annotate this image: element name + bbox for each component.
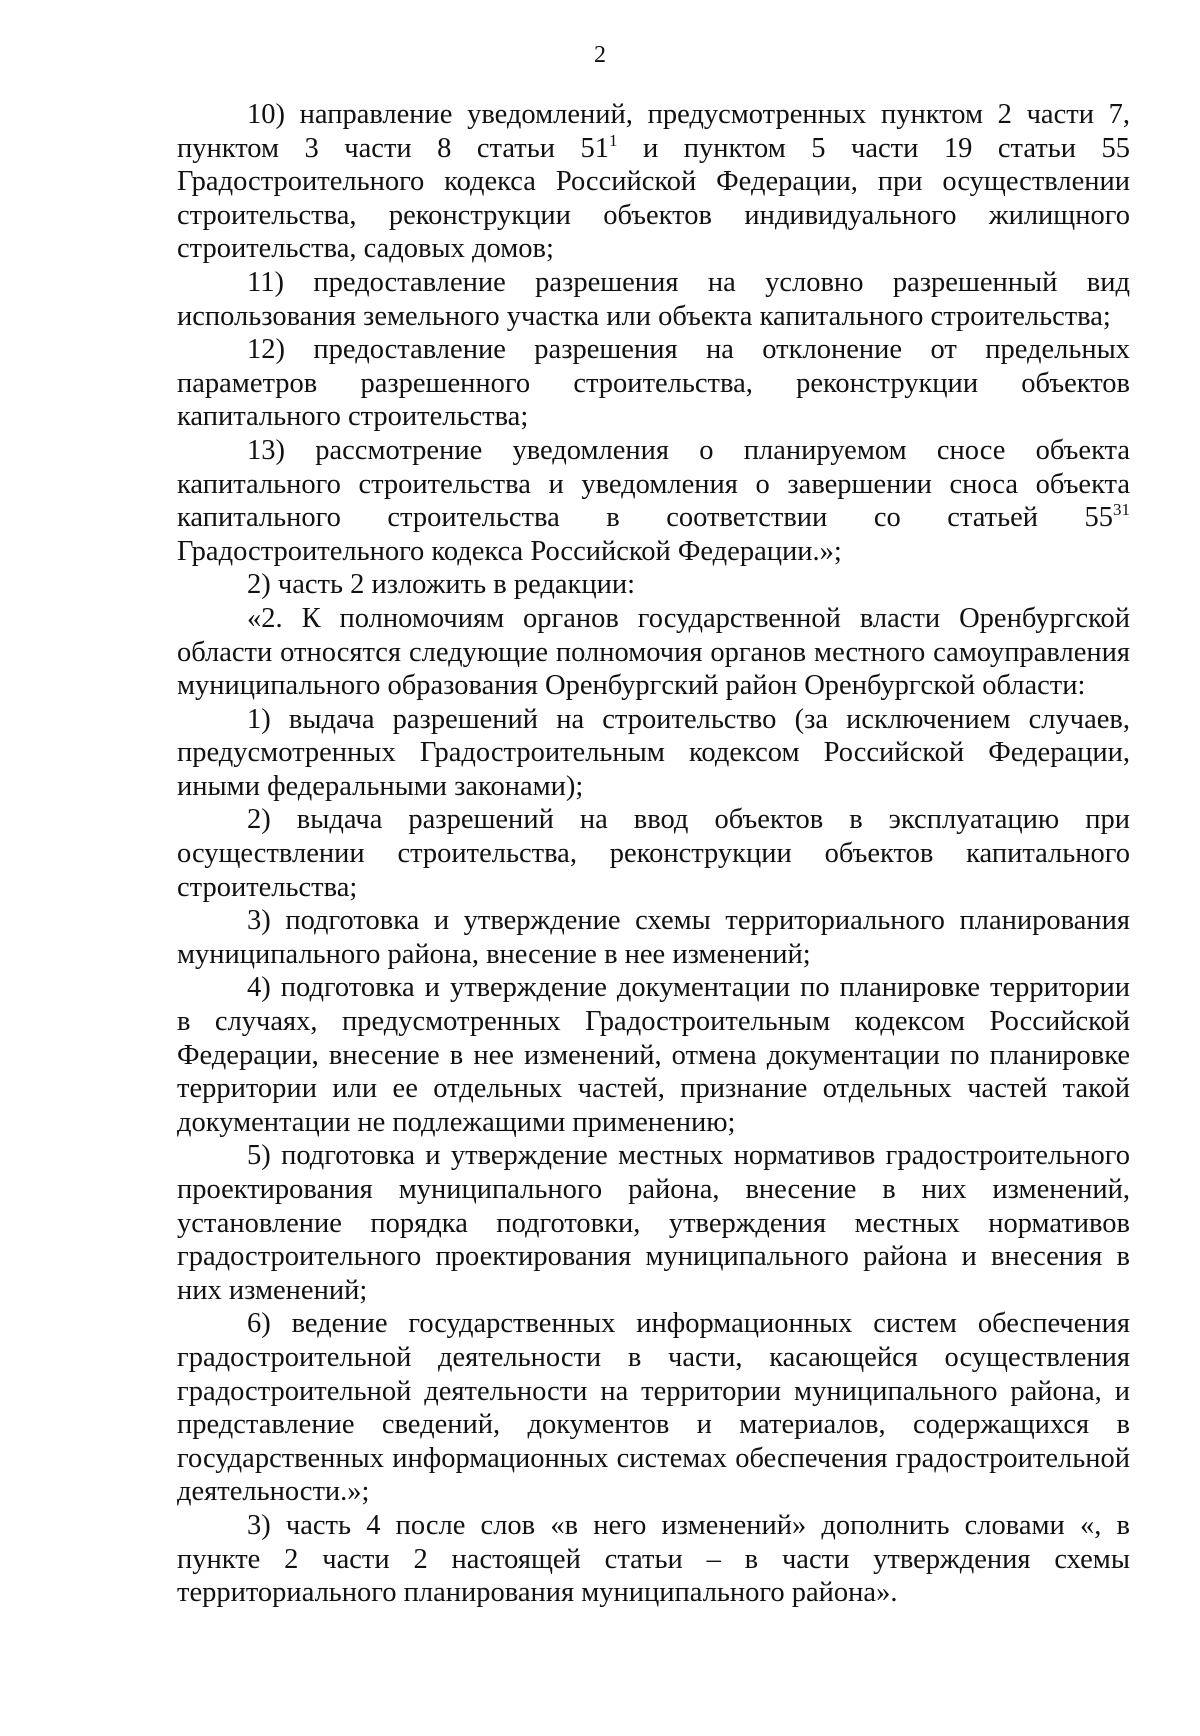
document-body (177, 98, 1130, 1610)
paragraph-item-10 (177, 98, 1130, 266)
page-number: 2 (594, 42, 606, 68)
subitem-5: 5) подготовка и утверждение местных нормативов градостроительного проектирования муниципального района, внесение в них изменений, установление порядка подготовки, утверждения местных нормативов градостроительного проектирования муниципального района и внесения в них изменений; (177, 1140, 1130, 1306)
superscript: 31 (1113, 500, 1130, 520)
subitem-4: 4) подготовка и утверждение документации по планировке территории в случаях, предусмотренных Градостроительным кодексом Российской Федерации, внесение в нее изменений, отмена документации по планировке территории или ее отдельных частей, признание отдельных частей такой документации не подлежащими применению; (177, 972, 1130, 1138)
subitem-3: 3) подготовка и утверждение схемы территориального планирования муниципального района, внесение в нее изменений; (177, 905, 1130, 970)
amendment-3: 3) часть 4 после слов «в него изменений» дополнить словами «, в пункте 2 части 2 настоящей статьи – в части утверждения схемы территориального планирования муниципального района». (177, 1509, 1130, 1609)
paragraph-text: и пунктом 5 части 19 статьи 55 Градостроительного кодекса Российской Федерации, при осуществлении строительства, реконструкции объектов индивидуального жилищного строительства, садовых домов; (177, 132, 1130, 265)
subitem-1: 1) выдача разрешений на строительство (за исключением случаев, предусмотренных Градостроительным кодексом Российской Федерации, иными федеральными законами); (177, 703, 1130, 802)
subitem-6: 6) ведение государственных информационных систем обеспечения градостроительной деятельности в части, касающейся осуществления градостроительной деятельности на территории муниципального района, и представление сведений, документов и материалов, содержащихся в государственных информационных системах обеспечения градостроительной деятельности.»; (177, 1308, 1130, 1508)
paragraph-item-12: 12) предоставление разрешения на отклонение от предельных параметров разрешенного строительства, реконструкции объектов капитального строительства; (177, 334, 1130, 433)
paragraph-text: Градостроительного кодекса Российской Федерации.»; (177, 535, 842, 567)
paragraph-item-13 (177, 434, 1130, 568)
paragraph-text: 10) направление уведомлений, предусмотренных пунктом 2 части 7, пунктом 3 части 8 статьи 51 (177, 99, 1130, 164)
paragraph-item-11: 11) предоставление разрешения на условно разрешенный вид использования земельного участка или объекта капитального строительства; (177, 266, 1130, 332)
superscript: 1 (608, 130, 618, 150)
subitem-2: 2) выдача разрешений на ввод объектов в эксплуатацию при осуществлении строительства, реконструкции объектов капитального строительства; (177, 804, 1130, 903)
paragraph-text: 13) рассмотрение уведомления о планируемом сносе объекта капитального строительства и уведомления о завершении сноса объекта капитального строительства в соответствии со статьей 55 (177, 434, 1130, 534)
part-2-intro: «2. К полномочиям органов государственной власти Оренбургской области относятся следующие полномочия органов местного самоуправления муниципального образования Оренбургский район Оренбургской области: (177, 602, 1130, 702)
amendment-2-heading: 2) часть 2 изложить в редакции: (247, 569, 636, 601)
